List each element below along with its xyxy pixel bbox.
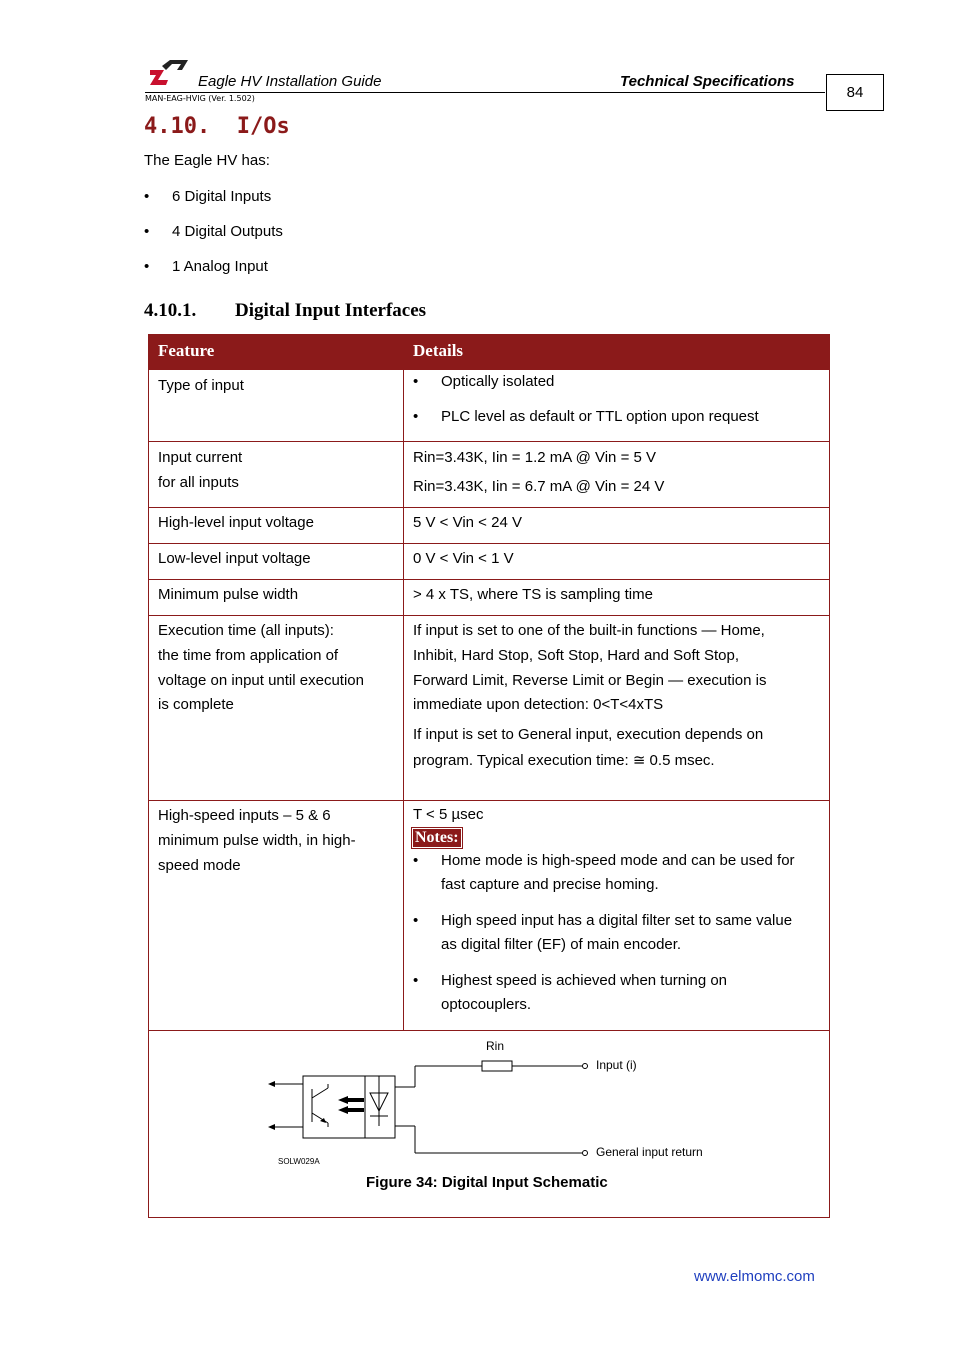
feature-cell: voltage on input until execution <box>158 672 364 689</box>
detail-text: If input is set to one of the built-in functions — Home, <box>413 622 765 639</box>
column-header-feature: Feature <box>158 341 215 360</box>
table-border <box>148 334 149 1218</box>
note-text: Home mode is high-speed mode and can be used for <box>441 852 795 869</box>
table-row-divider <box>148 543 830 544</box>
intro-text: The Eagle HV has: <box>144 152 270 169</box>
detail-text: 0 V < Vin < 1 V <box>413 550 514 567</box>
bullet-icon: • <box>413 373 419 390</box>
table-border <box>829 334 830 1218</box>
footer-link[interactable]: www.elmomc.com <box>694 1268 815 1285</box>
table-row-divider <box>148 507 830 508</box>
table-row-divider <box>148 800 830 801</box>
note-text: optocouplers. <box>441 996 532 1013</box>
figure-caption: Figure 34: Digital Input Schematic <box>366 1174 608 1191</box>
feature-cell: Type of input <box>158 377 244 394</box>
detail-text: PLC level as default or TTL option upon request <box>441 408 759 425</box>
feature-cell: High-speed inputs – 5 & 6 <box>158 807 331 824</box>
table-header-row <box>148 334 830 370</box>
detail-text: Rin=3.43K, Iin = 6.7 mA @ Vin = 24 V <box>413 478 665 495</box>
detail-text: immediate upon detection: 0<T<4xTS <box>413 696 664 713</box>
feature-cell: Minimum pulse width <box>158 586 299 603</box>
feature-cell: Low-level input voltage <box>158 550 311 567</box>
header-rule <box>145 92 825 93</box>
detail-text: Rin=3.43K, Iin = 1.2 mA @ Vin = 5 V <box>413 449 657 466</box>
return-label: General input return <box>596 1145 703 1159</box>
bullet-icon: • <box>144 258 150 275</box>
subsection-heading: 4.10.1. Digital Input Interfaces <box>144 300 427 321</box>
bullet-icon: • <box>144 223 150 240</box>
feature-cell: speed mode <box>158 857 241 874</box>
table-column-divider <box>403 370 404 1030</box>
resistor-rin <box>482 1061 512 1071</box>
drawing-code-label: SOLW029A <box>278 1157 320 1166</box>
table-row-divider <box>148 441 830 442</box>
detail-text: program. Typical execution time: ≅ 0.5 msec. <box>413 752 715 769</box>
bullet-icon: • <box>413 852 419 869</box>
input-label: Input (i) <box>596 1058 637 1072</box>
digital-input-schematic <box>260 1034 730 1169</box>
table-row-divider <box>148 579 830 580</box>
bullet-icon: • <box>413 972 419 989</box>
section-heading: 4.10. I/Os <box>144 114 290 139</box>
elmo-logo <box>148 58 190 88</box>
bullet-icon: • <box>144 188 150 205</box>
feature-cell: is complete <box>158 696 234 713</box>
detail-text: T < 5 µsec <box>413 806 484 823</box>
section-title: Technical Specifications <box>620 73 795 90</box>
detail-text: Inhibit, Hard Stop, Soft Stop, Hard and Soft Stop, <box>413 647 740 664</box>
detail-text: > 4 x TS, where TS is sampling time <box>413 586 653 603</box>
feature-cell: the time from application of <box>158 647 339 664</box>
feature-cell: Execution time (all inputs): <box>158 622 334 639</box>
note-text: fast capture and precise homing. <box>441 876 659 893</box>
page-number: 84 <box>826 74 884 111</box>
notes-badge: Notes: <box>415 829 459 846</box>
detail-text: Forward Limit, Reverse Limit or Begin — execution is <box>413 672 767 689</box>
feature-cell: High-level input voltage <box>158 514 314 531</box>
feature-cell: for all inputs <box>158 474 239 491</box>
table-row-divider <box>148 1030 830 1031</box>
bullet-icon: • <box>413 912 419 929</box>
detail-text: Optically isolated <box>441 373 555 390</box>
note-text: High speed input has a digital filter set to same value <box>441 912 793 929</box>
note-text: as digital filter (EF) of main encoder. <box>441 936 682 953</box>
document-title: Eagle HV Installation Guide <box>198 73 382 90</box>
feature-cell: Input current <box>158 449 243 466</box>
rin-label: Rin <box>486 1039 505 1053</box>
table-row-divider <box>148 615 830 616</box>
detail-text: If input is set to General input, execution depends on <box>413 726 764 743</box>
note-text: Highest speed is achieved when turning on <box>441 972 728 989</box>
table-border <box>148 1217 830 1218</box>
feature-cell: minimum pulse width, in high- <box>158 832 356 849</box>
detail-text: 5 V < Vin < 24 V <box>413 514 522 531</box>
column-header-details: Details <box>413 341 464 360</box>
bullet-icon: • <box>413 408 419 425</box>
document-code: MAN-EAG-HVIG (Ver. 1.502) <box>145 94 255 103</box>
